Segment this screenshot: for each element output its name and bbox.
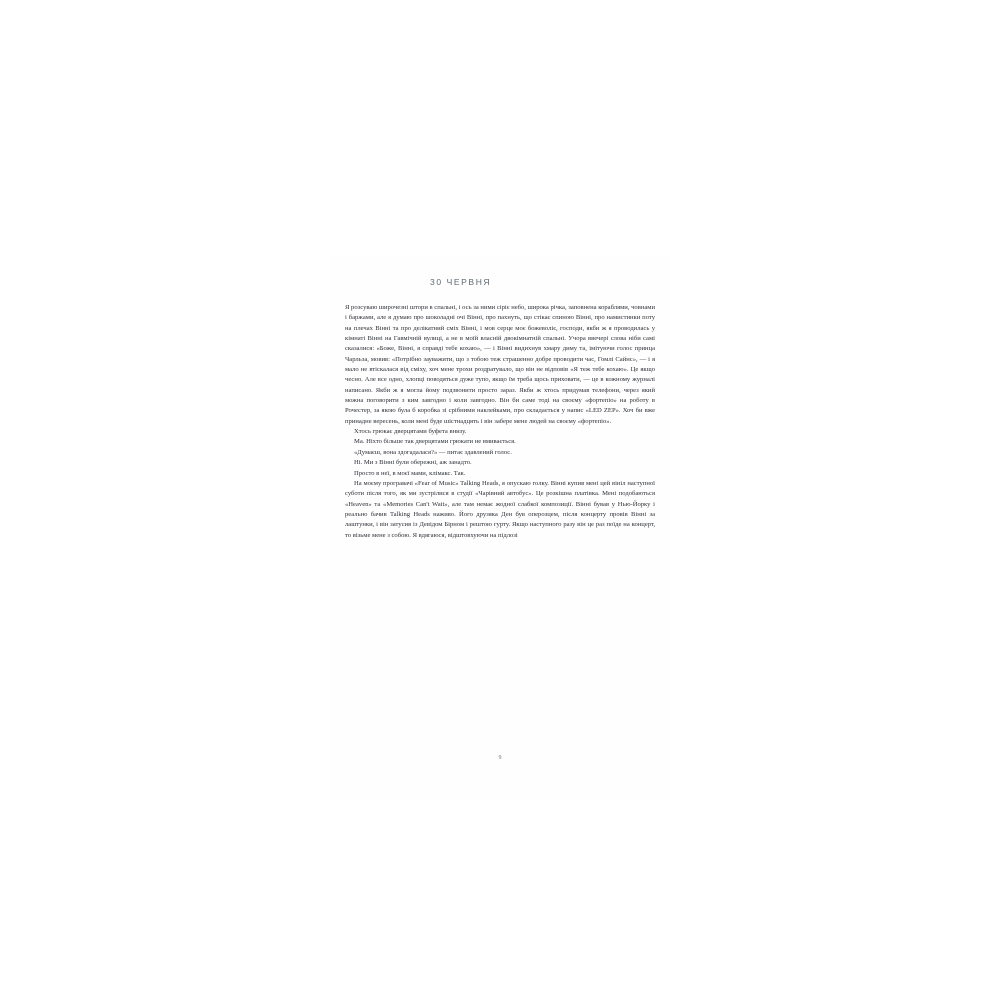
- paragraph: Ні. Ми з Вінні були обережні, аж занадто.: [354, 459, 472, 467]
- paragraph: «Думаєш, вона здогадалася?» — питає здавлений голос.: [354, 448, 512, 456]
- page-surface: [330, 255, 670, 800]
- paragraph: Просто в неї, в моєї мами, клімакс. Так.: [354, 469, 466, 477]
- body-text: [345, 303, 655, 541]
- paragraph: На моєму програвачі «Fear of Music» Talking Heads, я опускаю голку. Вінні купив мені цей вініл наступної суботи після того, як ми зустрілися в студії «Чарівний автобус». Це розкішна платівка. Мені подобаються «Heaven» та «Memories Can't Wait», але там немає жодної слабкої композиції. Вінні бував у Нью-Йорку і реально бачив Talking Heads наживо. Його друзяка Ден був оперозцем, після концерту провів Вінні за лаштунки, і він затусив із Девідом Бірном і рештою гурту. Якщо наступного разу він це раз поїде на концерт, то візьме мене з собою. Я вдягаюся, відштовхуючи на підлозі: [345, 479, 655, 539]
- page-number: 9: [498, 755, 502, 761]
- paragraph: Ма. Ніхто більше так дверцятами грюкати не вмивається.: [354, 438, 516, 446]
- chapter-heading: 30 ЧЕРВНЯ: [430, 277, 492, 287]
- paragraph: Хтось грюкає дверцятами буфета внизу.: [354, 428, 467, 436]
- paragraph: Я розсуваю широчезні штори в спальні, і ось за ними сіріє небо, широка річка, заповнена кораблями, човнами і баржами, але я думаю про шоколадні очі Вінні, про пахнуть, що стікає спиною Вінні, про намистинки поту на плечах Вінні та про делікатний сміх Вінні, і мов серце моє божеволіє, господи, якби ж я проводилась у кімнаті Вінні на Гавмічній вулиці, а не в моїй власній двокімнатній спальні. Учора ввечері слова ніби самі сказалися: «Боже, Вінні, я справді тебе кохаю», — і Вінні видихнув хмару диму та, імітуючи голос принца Чарльза, мовив: «Потрібно зауважити, що з тобою теж страшенно добре проводити час, Гомлі Сайнс», — і я мало не втіскалася від сміху, хоч мене трохи роздратувало, що він не відповів «Я теж тебе кохаю». Це якщо чесно. Але все одно, хлопці поводяться дуже тупо, якщо їм треба щось приховати, — це в кожному журналі написано. Якби ж я могла йому подзвонити просто зараз. Якби ж хтось придумав телефони, через який можна поговорити з ким завгодно і коли завгодно. Він би саме тоді на своєму «фортепіо» на роботу в Рочестер, за якою була б коробка зі срібними наклейками, про складається у напис «LED ZEP». Хоч би вже принадне вересень, коли мені буде шістнадцять і він забере мене людей на своєму «фортепіо».: [345, 304, 655, 425]
